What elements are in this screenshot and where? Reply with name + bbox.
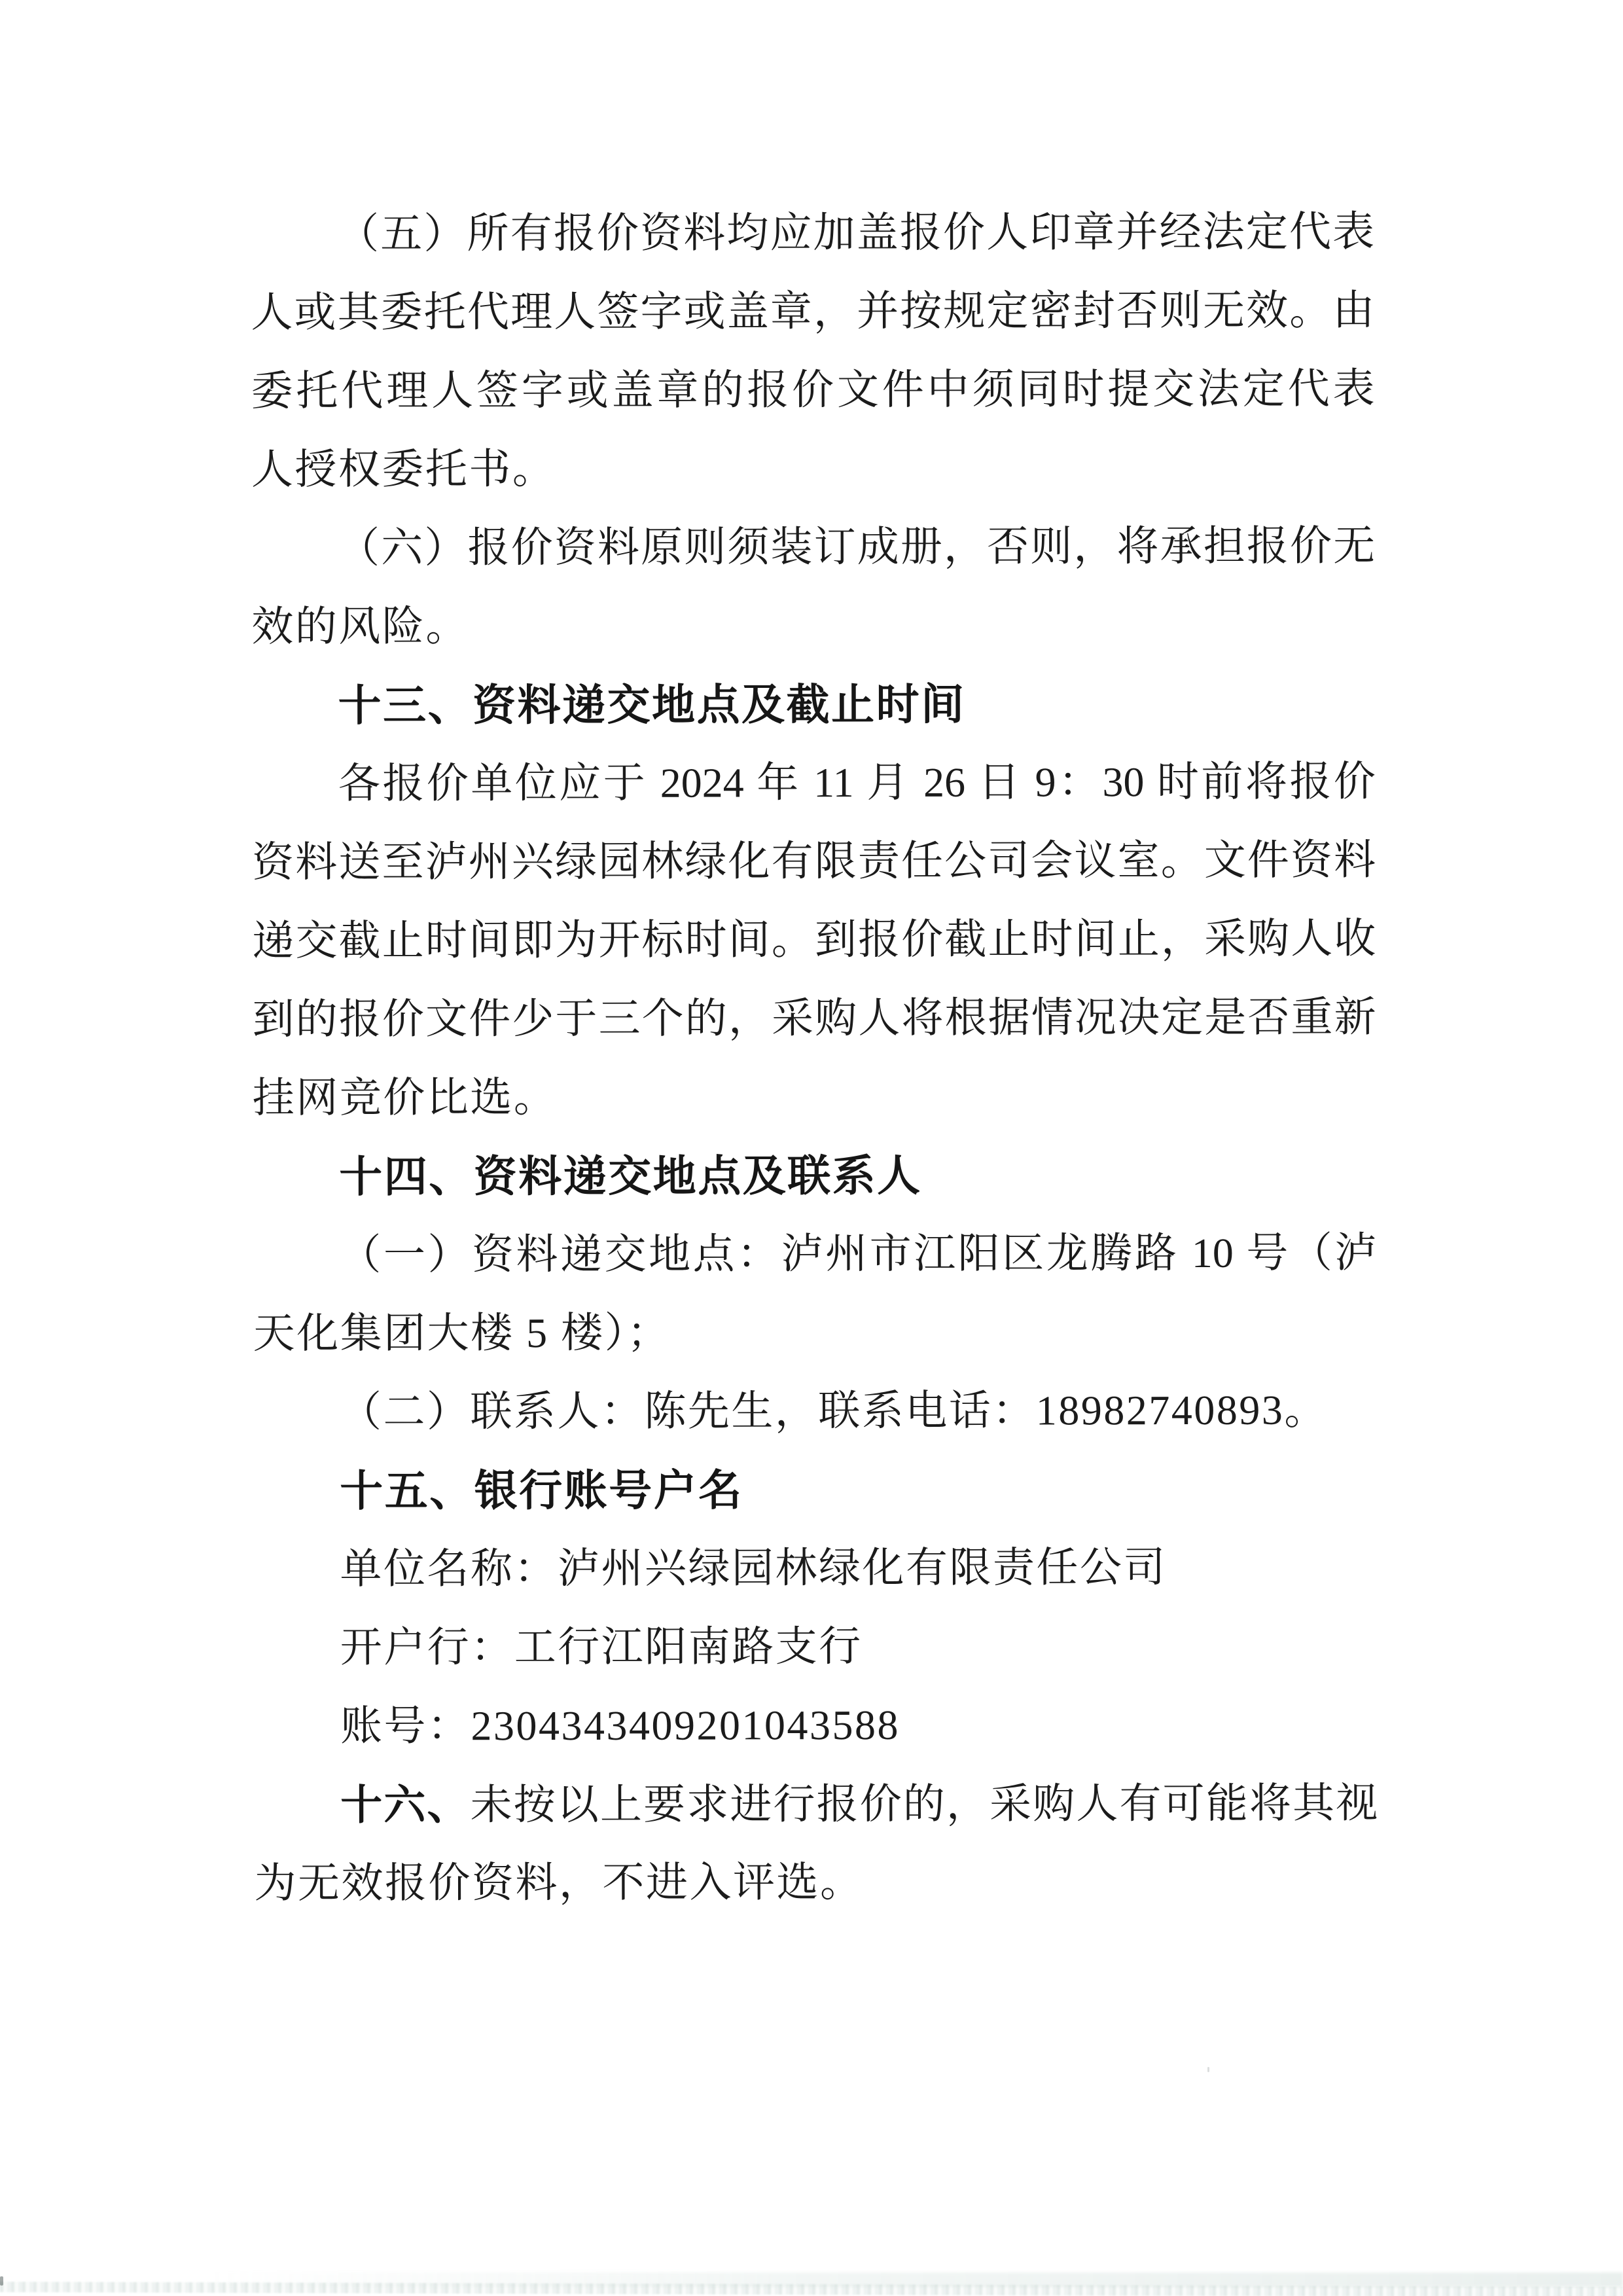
text-line: 递交截止时间即为开标时间。到报价截止时间止，采购人收	[252, 915, 1376, 964]
text-line: （六）报价资料原则须装订成册，否则，将承担报价无	[338, 522, 1376, 571]
text-line	[254, 1763, 1378, 1844]
text-line: （五）所有报价资料均应加盖报价人印章并经法定代表	[337, 208, 1375, 257]
scan-speck	[1207, 2067, 1209, 2072]
document-text-block	[251, 192, 1378, 1923]
text-line-body: 未按以上要求进行报价的，采购人有可能将其视	[470, 1780, 1378, 1829]
text-line: 开户行：工行江阳南路支行	[340, 1623, 863, 1671]
text-line: 效的风险。	[251, 603, 469, 650]
text-line: （二）联系人：陈先生，联系电话：18982740893。	[339, 1386, 1328, 1435]
text-line: （一）资料递交地点：泸州市江阳区龙腾路 10 号（泸	[339, 1229, 1377, 1278]
section-heading: 十四、资料递交地点及联系人	[339, 1151, 922, 1201]
text-line: 到的报价文件少于三个的，采购人将根据情况决定是否重新	[252, 994, 1376, 1043]
section-heading: 十三、资料递交地点及截止时间	[338, 679, 966, 730]
section-heading: 十五、银行账号户名	[340, 1465, 743, 1515]
text-line: 单位名称：泸州兴绿园林绿化有限责任公司	[340, 1544, 1167, 1592]
text-line: 委托代理人签字或盖章的报价文件中须同时提交法定代表	[251, 365, 1375, 414]
text-line: 人授权委托书。	[251, 446, 556, 493]
text-line: 各报价单位应于 2024 年 11 月 26 日 9：30 时前将报价	[338, 758, 1376, 807]
scan-noise-bottom-smudge	[209, 2272, 1623, 2287]
text-line: 天化集团大楼 5 楼）；	[253, 1309, 671, 1357]
text-line: 人或其委托代理人签字或盖章，并按规定密封否则无效。由	[251, 287, 1375, 336]
text-line: 账号：2304343409201043588	[340, 1701, 900, 1749]
text-line: 资料送至泸州兴绿园林绿化有限责任公司会议室。文件资料	[252, 836, 1376, 886]
scan-speck	[0, 2276, 3, 2286]
text-line: 挂网竞价比选。	[252, 1074, 558, 1121]
section-number-bold: 十六、	[340, 1781, 471, 1829]
text-line: 为无效报价资料，不进入评选。	[254, 1859, 864, 1907]
